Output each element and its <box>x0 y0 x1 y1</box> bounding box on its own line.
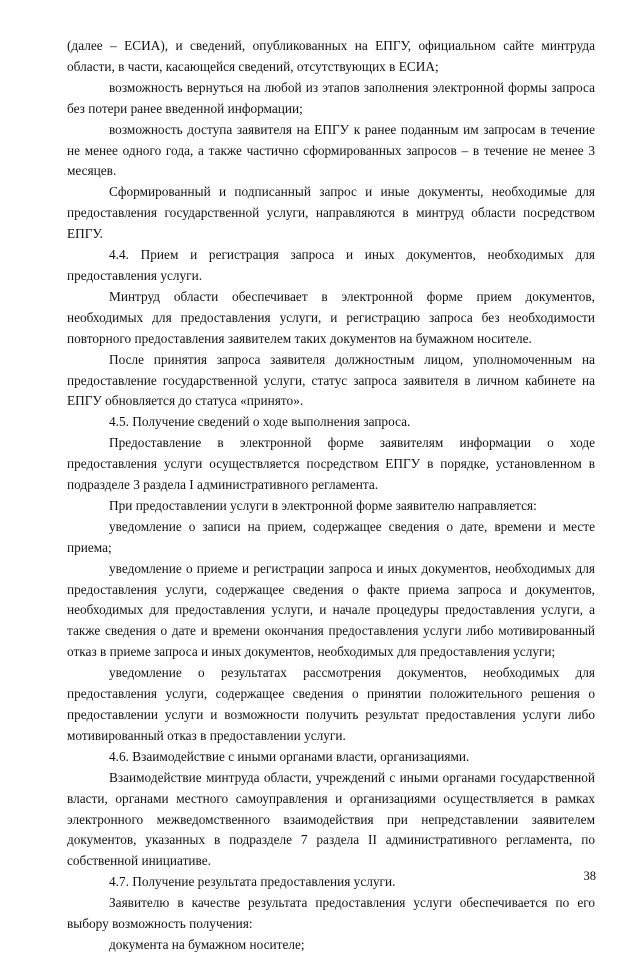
paragraph-signed-request: Сформированный и подписанный запрос и иные документы, необходимые для предоставления государственной услуги, направляются в минтруд области посредством ЕПГУ. <box>67 184 595 242</box>
section-heading-4-5: 4.5. Получение сведений о ходе выполнения запроса. <box>109 414 411 430</box>
paragraph-access-to-requests: возможность доступа заявителя на ЕПГУ к ранее поданным им запросам в течение не менее одного года, а также частично сформированных запросов – в течение не менее 3 месяцев. <box>67 121 595 179</box>
paragraph-electronic-reception: Минтруд области обеспечивает в электронной форме прием документов, необходимых для предоставления услуги, и регистрацию запроса без необходимости повторного предоставления заявителем таких документов на бумажном носителе. <box>67 288 595 346</box>
paragraph-notifications-intro: При предоставлении услуги в электронной форме заявителю направляется: <box>109 497 537 513</box>
section-heading-4-7: 4.7. Получение результата предоставления услуги. <box>109 874 396 890</box>
section-heading-4-6: 4.6. Взаимодействие с иными органами власти, организациями. <box>109 748 470 764</box>
section-heading-4-4: 4.4. Прием и регистрация запроса и иных документов, необходимых для предоставления услуги. <box>67 247 595 283</box>
paragraph-registration-notice: уведомление о приеме и регистрации запроса и иных документов, необходимых для предоставления услуги, содержащее сведения о факте приема запроса и документов, необходимых для предоставления услуги, и начале процедуры предоставления услуги, а также сведения о дате и времени окончания предоставления услуги либо мотивированный отказ в приеме запроса и иных документов, необходимых для предоставления услуги; <box>67 560 595 660</box>
paragraph-return-to-step: возможность вернуться на любой из этапов заполнения электронной формы запроса без потери ранее введенной информации; <box>67 79 595 116</box>
paragraph-result-options: Заявителю в качестве результата предоставления услуги обеспечивается по его выбору возможность получения: <box>67 895 595 932</box>
paragraph-results-notice: уведомление о результатах рассмотрения документов, необходимых для предоставления услуги, содержащее сведения о принятии положительного решения о предоставлении услуги и возможности получить результат предоставления услуги либо мотивированный отказ в предоставлении услуги. <box>67 665 595 743</box>
paragraph-paper-document: документа на бумажном носителе; <box>109 936 305 952</box>
document-body <box>67 36 595 956</box>
paragraph-progress-info: Предоставление в электронной форме заявителям информации о ходе предоставления услуги осуществляется посредством ЕПГУ в порядке, установленном в подразделе 3 раздела I административного регламента. <box>67 435 595 493</box>
paragraph-appointment-notice: уведомление о записи на прием, содержащее сведения о дате, времени и месте приема; <box>67 518 595 555</box>
paragraph-esia-continuation: (далее – ЕСИА), и сведений, опубликованных на ЕПГУ, официальном сайте минтруда области, в части, касающейся сведений, отсутствующих в ЕСИА; <box>67 38 595 74</box>
paragraph-interagency: Взаимодействие минтруда области, учреждений с иными органами государственной власти, органами местного самоуправления и организациями осуществляется в рамках электронного межведомственного взаимодействия при непредставлении заявителем документов, указанных в подразделе 7 раздела II административного регламента, по собственной инициативе. <box>67 769 595 869</box>
paragraph-status-accepted: После принятия запроса заявителя должностным лицом, уполномоченным на предоставление государственной услуги, статус запроса заявителя в личном кабинете на ЕПГУ обновляется до статуса «принято». <box>67 351 595 409</box>
page-number: 38 <box>583 869 596 883</box>
